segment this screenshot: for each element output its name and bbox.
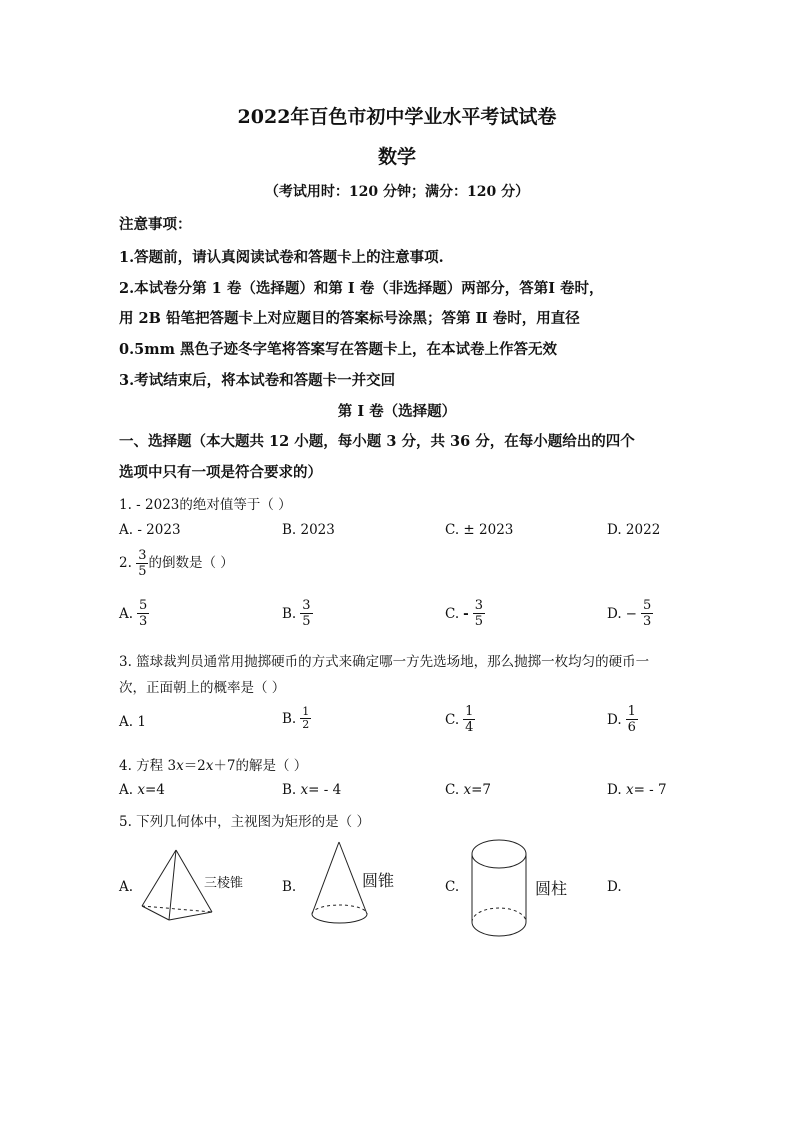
q1-option-b: B. 2023: [282, 522, 335, 538]
exam-subject: 数学: [377, 146, 416, 168]
question-3-stem: 3. 篮球裁判员通常用抛掷硬币的方式来确定哪一方先选场地，那么抛掷一枚均匀的硬币一: [119, 654, 650, 670]
q4-option-b: B. x= - 4: [282, 782, 342, 798]
q2-option-a: A. $\frac{5}{3}$: [119, 598, 148, 629]
cone-label: 圆锥: [362, 871, 395, 890]
question-1-stem: 1. - 2023的绝对值等于（ ）: [119, 497, 292, 513]
fraction: $\frac{3}{5}$: [138, 548, 147, 579]
q2-option-b: B. $\frac{3}{5}$: [282, 598, 311, 629]
note-item: 用 2B 铅笔把答题卡上对应题目的答案标号涂黑；答第 Ⅱ 卷时，用直径: [119, 310, 580, 327]
question-4-stem: 4. 方程 3x＝2x＋7的解是（ ）: [119, 758, 308, 774]
question-2-stem: 2. $\frac{3}{5}$ 的倒数是（ ）: [119, 548, 234, 579]
section-title: 第 Ⅰ 卷（选择题）: [337, 403, 457, 420]
section-intro: 选项中只有一项是符合要求的）: [119, 464, 322, 481]
q3-option-a: A. 1: [119, 714, 146, 730]
q5-option-c-label: C.: [445, 879, 460, 895]
exam-title: 2022年百色市初中学业水平考试试卷: [237, 106, 557, 128]
triangular-pyramid-figure: [136, 846, 266, 926]
cylinder-label: 圆柱: [535, 879, 568, 898]
q2-option-d: D. − $\frac{5}{3}$: [607, 598, 652, 629]
q5-option-d-label: D.: [607, 879, 622, 895]
note-item: 2.本试卷分第 1 卷（选择题）和第 Ⅰ 卷（非选择题）两部分，答第Ⅰ 卷时，: [119, 280, 604, 297]
q4-option-d: D. x= - 7: [607, 782, 667, 798]
notes-heading: 注意事项：: [119, 216, 192, 233]
q1-option-c: C. ± 2023: [445, 522, 514, 538]
section-intro: 一、选择题（本大题共 12 小题，每小题 3 分，共 36 分，在每小题给出的四个: [119, 433, 635, 450]
cylinder-figure: [469, 836, 531, 940]
q3-option-b: B. $\frac{1}{2}$: [282, 705, 310, 731]
question-5-stem: 5. 下列几何体中，主视图为矩形的是（ ）: [119, 814, 370, 830]
q1-option-d: D. 2022: [607, 522, 661, 538]
q4-option-c: C. x=7: [445, 782, 491, 798]
q3-option-d: D. $\frac{1}{6}$: [607, 704, 636, 735]
question-3-stem: 次，正面朝上的概率是（ ）: [119, 680, 286, 696]
exam-time-info: （考试用时：120 分钟；满分：120 分）: [264, 184, 530, 200]
q4-option-a: A. x=4: [119, 782, 165, 798]
note-item: 0.5mm 黑色子迹冬字笔将答案写在答题卡上，在本试卷上作答无效: [119, 341, 557, 358]
note-item: 1.答题前，请认真阅读试卷和答题卡上的注意事项.: [119, 249, 444, 266]
pyramid-label: 三棱锥: [204, 876, 244, 891]
q1-option-a: A. - 2023: [119, 522, 181, 538]
q5-option-b-label: B.: [282, 879, 297, 895]
q3-option-c: C. $\frac{1}{4}$: [445, 704, 474, 735]
q5-option-a-label: A.: [119, 879, 134, 895]
note-item: 3.考试结束后，将本试卷和答题卡一并交回: [119, 372, 396, 389]
q2-option-c: C. - $\frac{3}{5}$: [445, 598, 484, 629]
